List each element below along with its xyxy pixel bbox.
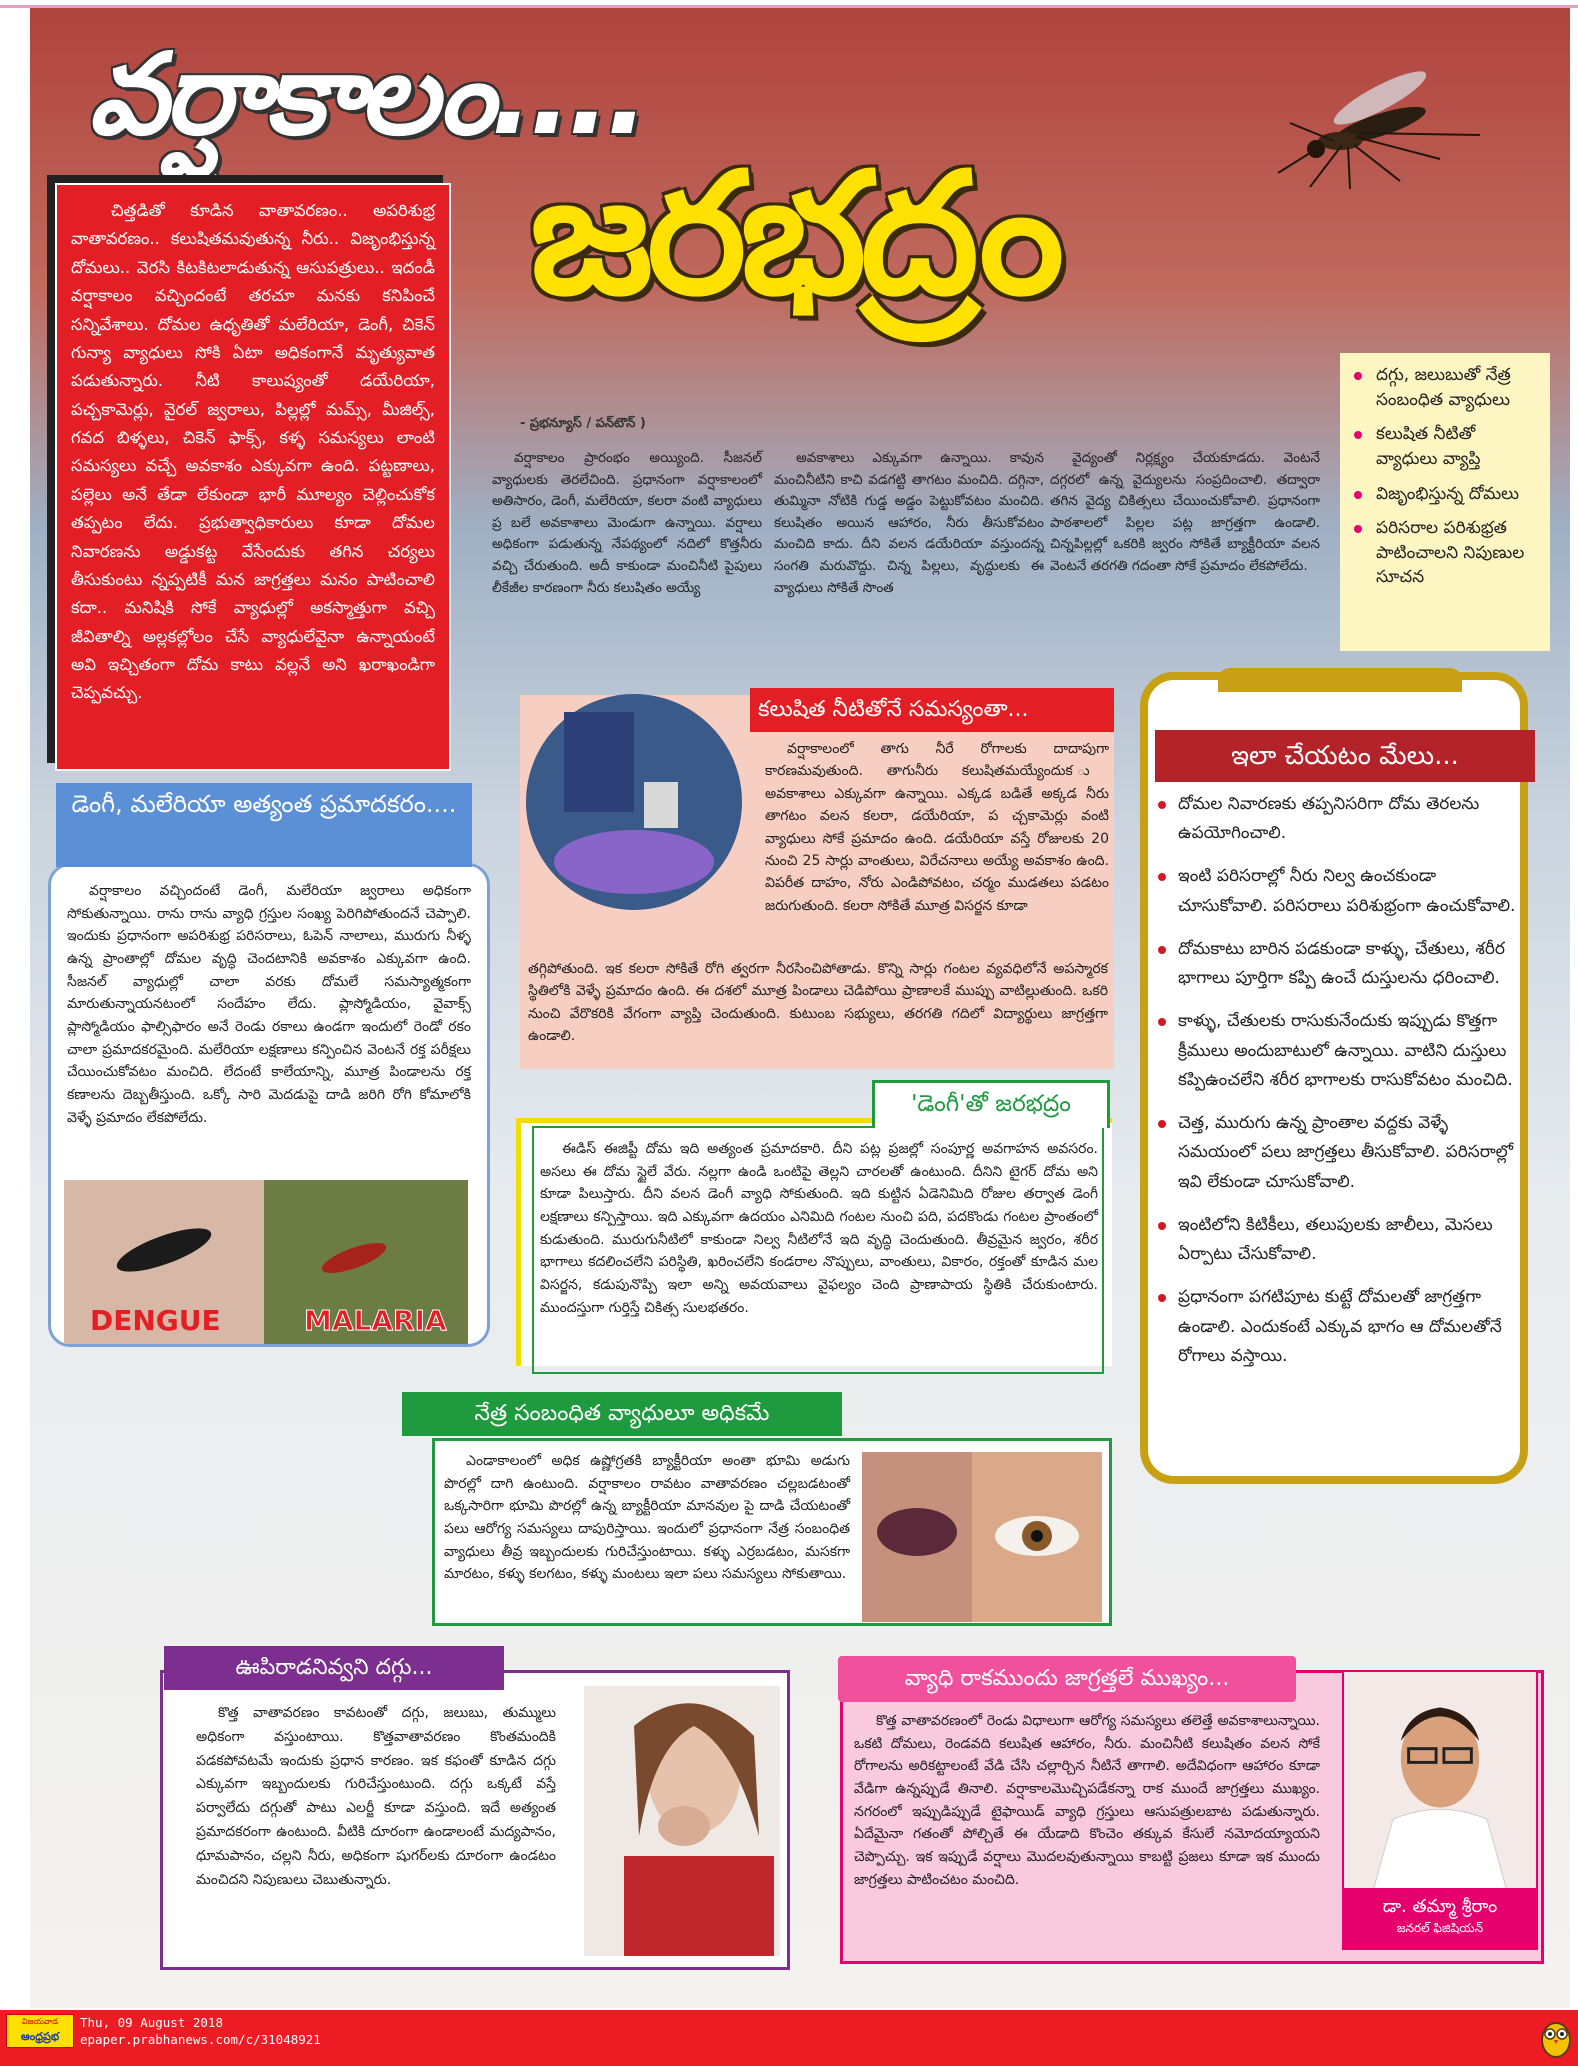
eye-diseases-text: ఎండాకాలంలో అధిక ఉష్ణోగ్రతకి బ్యాక్టీరియా అంతా భూమి అడుగు పొరల్లో దాగి ఉంటుంది. వర్షాకాలం రావటం వాతావరణం చల్లబడటంతో ఒక్కసారిగా భూమి పొరల్లో ఉన్న బ్యాక్టీరియా మానవుల పై దాడి చేయటంతో పలు ఆరోగ్య సమస్యలు దాపురిస్తాయి. ఇందులో ప్రధానంగా నేత్ర సంబంధిత వ్యాధులు తీవ్ర ఇబ్బందులకు గురిచేస్తుంటాయి. కళ్ళు ఎర్రబడటం, మసకగా మారటం, కళ్ళు కలగటం, కళ్ళు మంటలు ఇలా పలు సమస్యలు సోకుతాయి. bbox=[444, 1453, 850, 1583]
doctor-photo bbox=[1342, 1670, 1538, 1892]
newspaper-logo[interactable] bbox=[6, 2014, 74, 2048]
contaminated-water-text-top: వర్షాకాలంలో తాగు నీరే రోగాలకు దాదాపుగా కారణమవుతుంది. తాగునీరు కలుషితమయ్యేందుక ు అవకాశాలు ఎక్కువగా ఉన్నాయి. ఎక్కడ బడితే అక్కడ నీరు తాగటం వలన కలరా, డయేరియా, ప చ్చకామెర్లు వంటి వ్యాధులు సోకే ప్రమాదం ఉంది. డయేరియా వస్తే రోజులకు 20 నుంచి 25 సార్లు వాంతులు, విరేచనాలు అయ్యే అవకాశం ఉంది. విపరీత దాహం, నోరు ఎండిపోవటం, చర్మం ముడతలు పడటం జరుగుతుంది. కలరా సోకితే మూత్ర విసర్జన కూడా bbox=[765, 741, 1109, 914]
malaria-label: MALARIA bbox=[304, 1304, 447, 1337]
bullet-icon bbox=[1354, 372, 1362, 380]
tip-item: ఇంటిలోని కిటికీలు, తలుపులకు జాలీలు, మెసలు ఏర్పాటు చేసుకోవాలి. bbox=[1156, 1211, 1518, 1269]
doctor-role: జనరల్ ఫిజిషియన్ bbox=[1396, 1921, 1484, 1936]
bullet-icon bbox=[1158, 1222, 1166, 1230]
bullet-icon bbox=[1158, 946, 1166, 954]
tips-list bbox=[1156, 790, 1518, 1385]
eye-diseases-title: నేత్ర సంబంధిత వ్యాధులూ అధికమే bbox=[402, 1392, 842, 1436]
intro-box bbox=[55, 183, 451, 771]
bullet-icon bbox=[1158, 1120, 1166, 1128]
cough-title: ఊపిరాడనివ్వని దగ్గు... bbox=[164, 1646, 504, 1690]
bullet-icon bbox=[1354, 491, 1362, 499]
tip-item: కాళ్ళు, చేతులకు రాసుకునేందుకు ఇప్పుడు కొత్తగా క్రీములు అందుబాటులో ఉన్నాయి. వాటిని దుస్తులు కప్పిఉంచలేని శరీర భాగాలకు రాసుకోవటం మంచిది. bbox=[1156, 1007, 1518, 1095]
edition-date: Thu, 09 August 2018 bbox=[80, 2015, 223, 2030]
coughing-woman-photo bbox=[584, 1686, 780, 1956]
highlight-item: పరిసరాల పరిశుభ్రత పాటించాలని నిపుణుల సూచన bbox=[1354, 516, 1540, 590]
dengue-alert-title: 'డెంగీ'తో జరభద్రం bbox=[872, 1080, 1110, 1128]
tips-card-tab bbox=[1218, 668, 1462, 692]
logo-title: ఆంధ్రప్రభ bbox=[20, 2030, 60, 2043]
headline-line-2: జరభద్రం bbox=[530, 136, 1059, 332]
bullet-icon bbox=[1158, 1018, 1166, 1026]
newspaper-page bbox=[30, 8, 1570, 2008]
bullet-icon bbox=[1158, 873, 1166, 881]
prevention-title: వ్యాధి రాకముందు జాగ్రత్తలే ముఖ్యం... bbox=[838, 1656, 1296, 1702]
main-column-2-text: అవకాశాలు ఎక్కువగా ఉన్నాయి. కావున మంచినీటిని కాచి వడగట్టి తాగటం మంచిది. దగ్గినా, తుమ్మినా నోటికి గుడ్డ అడ్డం పెట్టుకోవటం మంచిది. కలుషితం అయిన ఆహారం, నీరు తీసుకోవటం మంచిది కాదు. దీని వలన డయేరియా వస్తుందన్న సంగతి మరువొద్దు. చిన్న పిల్లలు, వృద్ధులకు ఈ వ్యాధులు సోకితే సొంత bbox=[774, 450, 1044, 596]
dengue-malaria-text: వర్షాకాలం వచ్చిందంటే డెంగీ, మలేరియా జ్వరాలు అధికంగా సోకుతున్నాయి. రాను రాను వ్యాధి గ్రస్తుల సంఖ్య పెరిగిపోతుందనే చెప్పాలి. ఇందుకు ప్రధానంగా అపరిశుభ్ర పరిసరాలు, ఓపెన్ నాలాలు, మురుగు నీళ్ళ ఉన్న ప్రాంతాల్లో దోమల వృద్ధి చెందటానికి అవకాశం ఎక్కువగా ఉంది. సీజనల్ వ్యాధుల్లో చాలా వరకు దోమలే సమస్యాత్మకంగా మారుతున్నాయనటంలో సందేహం లేదు. ప్లాస్మోడియం, వైవాక్స్ ప్లాస్మోడియం ఫాల్సిఫారం అనే రెండు రకాలు ఉండగా ఇందులో రెండో రకం చాలా ప్రమాదకరమైంది. మలేరియా లక్షణాలు కన్పించిన వెంటనే రక్త పరీక్షలు చేయించుకోవటం మంచిది. లేదంటే కాలేయాన్ని, మూత్ర పిండాలను రక్త కణాలను దెబ్బతీస్తుంది. ఒక్కో సారి మెదడుపై దాడి జరిగి రోగి కోమాలోకి వెళ్ళే ప్రమాదం లేకపోలేదు. bbox=[67, 883, 471, 1126]
intro-text: చిత్తడితో కూడిన వాతావరణం.. అపరిశుభ్ర వాతావరణం.. కలుషితమవుతున్న నీరు.. విజృంభిస్తున్న దోమలు.. వెరసి కిటకిటలాడుతున్న ఆసుపత్రులు.. ఇదండీ వర్షాకాలం వచ్చిందంటే తరచూ మనకు కనిపించే సన్నివేశాలు. దోమల ఉధృతితో మలేరియా, డెంగీ, చికెన్ గున్యా వ్యాధులు సోకి ఏటా అధికంగానే మృత్యువాత పడుతున్నారు. నీటి కాలుష్యంతో డయేరియా, పచ్చకామెర్లు, వైరల్ జ్వరాలు, పిల్లల్లో మమ్స్, మీజిల్స్, గవద బిళ్ళలు, చికెన్ ఫాక్స్, కళ్ళ సమస్యలు లాంటి సమస్యలు వచ్చే అవకాశం ఎక్కువగా ఉంది. పట్టణాలు, పల్లెలు అనే తేడా లేకుండా భారీ మూల్యం చెల్లించుకోక తప్పటం లేదు. ప్రభుత్వాధికారులు కూడా దోమల నివారణను అడ్డుకట్ట వేసేందుకు తగిన చర్యలు తీసుకుంటు న్నప్పటికీ మన జాగ్రత్తలు మనం పాటించాలి కదా.. మనిషికి సోకే వ్యాధుల్లో అకస్మాత్తుగా వచ్చి జీవితాల్ని అల్లకల్లోలం చేసే వ్యాధులేవైనా ఉన్నాయంటే అవి ఇచ్చితంగా దోమ కాటు వల్లనే అని ఖరాఖండిగా చెప్పవచ్చు. bbox=[71, 201, 435, 703]
headline-line-1: వర్షాకాలం.... bbox=[88, 30, 645, 160]
bullet-icon bbox=[1354, 431, 1362, 439]
highlight-item: కలుషిత నీటితో వ్యాధులు వ్యాప్తి bbox=[1354, 422, 1540, 471]
top-rule bbox=[0, 0, 1578, 8]
main-column-1-text: వర్షాకాలం ప్రారంభం అయ్యింది. సీజనల్ వ్యాధులకు తెరలేచింది. ప్రధానంగా వర్షాకాలంలో అతిసారం, డెంగీ, మలేరియా, కలరా వంటి వ్యాధులు ప్ర బలే అవకాశాలు మెండుగా ఉన్నాయి. వర్షాలు అధికంగా పడుతున్న నేపథ్యంలో నదిలో కొత్తనీరు వచ్చి చేరుతుంది. అదీ కాకుండా మంచినీటి పైపులు లీకేజీల కారణంగా నీరు కలుషితం అయ్యే bbox=[492, 450, 762, 596]
eye-photo bbox=[862, 1452, 1102, 1622]
logo-edition: విజయవాడ bbox=[21, 2017, 59, 2026]
tip-item: దోమకాటు బారిన పడకుండా కాళ్ళు, చేతులు, శరీర భాగాలు పూర్తిగా కప్పి ఉంచే దుస్తులను ధరించాలి. bbox=[1156, 935, 1518, 993]
water-photo bbox=[524, 692, 744, 912]
footer-meta bbox=[80, 2014, 321, 2048]
tip-item: ఇంటి పరిసరాల్లో నీరు నిల్వ ఉంచకుండా చూసుకోవాలి. పరిసరాలు పరిశుభ్రంగా ఉంచుకోవాలి. bbox=[1156, 862, 1518, 920]
doctor-name: డా. తమ్మా శ్రీరాం bbox=[1382, 1896, 1498, 1917]
tip-item: దోమల నివారణకు తప్పనిసరిగా దోమ తెరలను ఉపయోగించాలి. bbox=[1156, 790, 1518, 848]
bullet-icon bbox=[1158, 801, 1166, 809]
highlight-item: విజృంభిస్తున్న దోమలు bbox=[1354, 482, 1540, 507]
highlight-item: దగ్గు, జలుబుతో నేత్ర సంబంధిత వ్యాధులు bbox=[1354, 363, 1540, 412]
owl-icon bbox=[1540, 2018, 1572, 2058]
main-column-2 bbox=[774, 448, 1044, 599]
doctor-name-plate bbox=[1342, 1888, 1538, 1950]
bullet-icon bbox=[1158, 1294, 1166, 1302]
highlights-box bbox=[1340, 353, 1550, 651]
tip-item: ప్రధానంగా పగటిపూట కుట్టే దోమలతో జాగ్రత్తగా ఉండాలి. ఎందుకంటే ఎక్కువ భాగం ఆ దోమలతోనే రోగాలు వస్తాయి. bbox=[1156, 1283, 1518, 1371]
mosquito-icon bbox=[1270, 63, 1490, 193]
main-column-3-text: వైద్యంతో నిర్లక్ష్యం చేయకూడదు. వెంటనే దగ్గరలో ఉన్న వైద్యులను సంప్రదించాలి. తద్వారా తగిన వైద్య చికిత్సలు చేయించుకోవాలి. ప్రధానంగా పాఠశాలలో పిల్లల పట్ల జాగ్రత్తగా ఉండాలి. చిన్నపిల్లల్లో ఒకరికి జ్వరం సోకితే బ్యాక్టీరియా వలన వెంటనే తరగతి గదంతా సోకే ప్రమాదం లేకపోలేదు. bbox=[1050, 450, 1320, 574]
tip-item: చెత్త, మురుగు ఉన్న ప్రాంతాల వద్దకు వెళ్ళే సమయంలో పలు జాగ్రత్తలు తీసుకోవాలి. పరిసరాల్లో ఇవి లేకుండా చూసుకోవాలి. bbox=[1156, 1109, 1518, 1197]
dengue-label: DENGUE bbox=[90, 1304, 221, 1337]
tips-title: ఇలా చేయటం మేలు... bbox=[1155, 730, 1535, 782]
dengue-malaria-photo bbox=[64, 1180, 468, 1344]
byline: - ప్రభన్యూస్ / పన్‌టౌన్ ) bbox=[520, 416, 646, 431]
edition-url[interactable]: epaper.prabhanews.com/c/31048921 bbox=[80, 2032, 321, 2047]
prevention-text: కొత్త వాతావరణంలో రెండు విధాలుగా ఆరోగ్య సమస్యలు తలెత్తే అవకాశాలున్నాయి. ఒకటి దోమలు, రెండవది కలుషిత ఆహారం, నీరు. మంచినీటి కలుషితం వలన సోకే రోగాలను అరికట్టాలంటే వేడి చేసి చల్లార్చిన నీటినే తాగాలి. అదేవిధంగా ఆహారం కూడా వేడిగా ఉన్నప్పుడే తినాలి. వర్షాకాలమొచ్చిపడేకన్నా రాక ముందే జాగ్రత్తలు ముఖ్యం. నగరంలో ఇప్పుడిప్పుడే టైఫాయిడ్ వ్యాధి గ్రస్తులు ఆసుపత్రులబాట పడుతున్నారు. ఏదేమైనా గతంతో పోల్చితే ఈ యేడాది కొంచెం తక్కువ కేసులే నమోదయ్యాయని చెప్పొచ్చు. ఇక ఇప్పుడే వర్షాలు మొదలవుతున్నాయి కాబట్టి ప్రజలు కూడా ఇక ముందు జాగ్రత్తలు పాటించటం మంచిది. bbox=[854, 1713, 1320, 1888]
cough-text: కొత్త వాతావరణం కావటంతో దగ్గు, జలుబు, తుమ్ములు అధికంగా వస్తుంటాయి. కొత్తవాతావరణం కొంతమందికి పడకపోవటమే ఇందుకు ప్రధాన కారణం. ఇక కఫంతో కూడిన దగ్గు ఎక్కువగా ఇబ్బందులకు గురిచేస్తుంటుంది. దగ్గు ఒక్కటే వస్తే పర్వాలేదు దగ్గుతో పాటు ఎలర్జీ కూడా వస్తుంది. ఇదే అత్యంత ప్రమాదకరంగా ఉంటుంది. వీటికి దూరంగా ఉండాలంటే మద్యపానం, ధూమపానం, చల్లని నీరు, అధికంగా షుగర్‌లకు దూరంగా ఉండటం మంచిదని నిపుణులు చెబుతున్నారు. bbox=[196, 1705, 556, 1888]
main-column-1 bbox=[492, 448, 762, 599]
bullet-icon bbox=[1354, 525, 1362, 533]
dengue-malaria-title: డెంగీ, మలేరియా అత్యంత ప్రమాదకరం.... bbox=[56, 783, 472, 867]
dengue-alert-text: ఈడిస్ ఈజిప్టీ దోమ ఇది అత్యంత ప్రమాదకారి. దీని పట్ల ప్రజల్లో సంపూర్ణ అవగాహన అవసరం. అసలు ఈ దోమ స్టైలే వేరు. నల్లగా ఉండి ఒంటిపై తెల్లని చారలతో ఉంటుంది. దీనిని టైగర్ దోమ అని కూడా పిలుస్తారు. దీని వలన డెంగీ వ్యాధి సోకుతుంది. ఇది కుట్టిన ఏడెనిమిది రోజుల తర్వాత డెంగీ లక్షణాలు కన్పిస్తాయి. ఇది ఎక్కువగా ఉదయం ఎనిమిది గంటల నుంచి పది, పదకొండు గంటల ప్రాంతంలో కుడుతుంది. మురుగునీటిలో కాకుండా నిల్వ నీటిలోనే ఇది వృద్ధి చెందుతుంది. తీవ్రమైన జ్వరం, శరీర భాగాలు కదలించలేని పరిస్థితి, ఖరించలేని కండరాల నొప్పులు, వాంతులు, వికారం, రక్తంతో కూడిన మల విసర్జన, కడుపునొప్పి ఇలా అన్ని అవయవాలు వైఫల్యం చెంది ప్రాణాపాయ స్థితికి చేరుకుంటారు. ముందస్తుగా గుర్తిస్తే చికిత్స సులభతరం. bbox=[540, 1141, 1098, 1316]
main-column-3 bbox=[1050, 448, 1320, 578]
contaminated-water-text-bottom: తగ్గిపోతుంది. ఇక కలరా సోకితే రోగి త్వరగా నీరసించిపోతాడు. కొన్ని సార్లు గంటల వ్యవధిలోనే అపస్మారక స్థితిలోకి వెళ్ళే ప్రమాదం ఉంది. ఈ దశలో మూత్ర పిండాలు చెడిపోయి ప్రాణాలకే ముప్పు వాటిల్లుతుంది. ఒకరి నుంచి వేరొకరికి వేగంగా వ్యాప్తి చెందుతుంది. కుటుంబ సభ్యులు, తరగతి గదిలో విద్యార్థులు జాగ్రత్తగా ఉండాలి. bbox=[528, 961, 1108, 1045]
contaminated-water-title: కలుషిత నీటితోనే సమస్యంతా... bbox=[750, 688, 1114, 732]
